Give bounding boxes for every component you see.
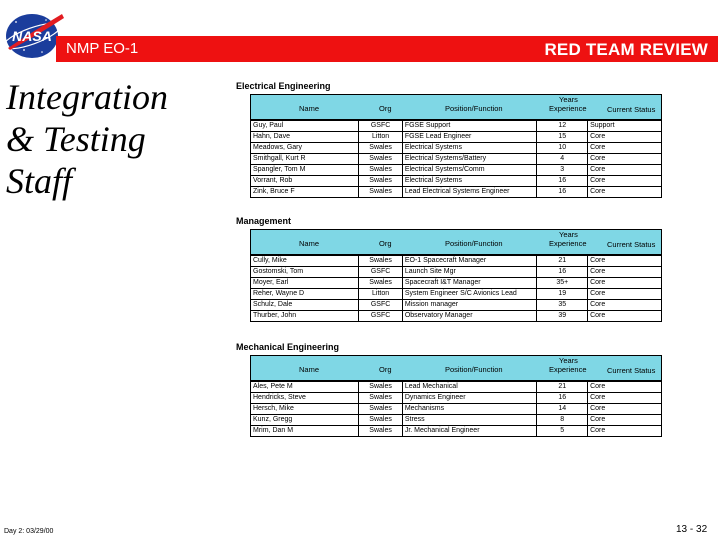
cell-years: 8 xyxy=(537,415,588,426)
cell-name: Vorrant, Rob xyxy=(251,176,359,187)
cell-org: Swales xyxy=(359,393,403,404)
title-banner xyxy=(56,36,718,62)
section-title: Mechanical Engineering xyxy=(236,342,340,352)
cell-status: Core xyxy=(588,165,662,176)
cell-org: Swales xyxy=(359,278,403,289)
cell-status: Core xyxy=(588,415,662,426)
cell-org: GSFC xyxy=(359,267,403,278)
table-row xyxy=(251,393,662,404)
cell-position: Electrical Systems/Comm xyxy=(402,165,537,176)
footer-date: Day 2: 03/29/00 xyxy=(4,528,54,535)
cell-years: 5 xyxy=(537,426,588,437)
column-header-name: Name xyxy=(299,365,320,374)
cell-org: Swales xyxy=(359,382,403,393)
cell-org: GSFC xyxy=(359,300,403,311)
table-row xyxy=(251,132,662,143)
cell-name: Schulz, Dale xyxy=(251,300,359,311)
cell-years: 4 xyxy=(537,154,588,165)
cell-name: Kunz, Gregg xyxy=(251,415,359,426)
cell-name: Reher, Wayne D xyxy=(251,289,359,300)
cell-name: Guy, Paul xyxy=(251,121,359,132)
cell-org: Litton xyxy=(359,289,403,300)
cell-org: Swales xyxy=(359,143,403,154)
cell-status: Core xyxy=(588,132,662,143)
cell-status: Core xyxy=(588,393,662,404)
cell-years: 39 xyxy=(537,311,588,322)
cell-years: 21 xyxy=(537,382,588,393)
table-row xyxy=(251,165,662,176)
cell-position: System Engineer S/C Avionics Lead xyxy=(402,289,537,300)
cell-name: Zink, Bruce F xyxy=(251,187,359,198)
cell-years: 16 xyxy=(537,393,588,404)
cell-position: Electrical Systems/Battery xyxy=(402,154,537,165)
cell-name: Hahn, Dave xyxy=(251,132,359,143)
table-row xyxy=(251,311,662,322)
cell-status: Core xyxy=(588,278,662,289)
cell-years: 12 xyxy=(537,121,588,132)
cell-name: Cully, Mike xyxy=(251,256,359,267)
column-header-experience: Experience xyxy=(549,239,587,248)
cell-name: Smithgall, Kurt R xyxy=(251,154,359,165)
cell-status: Core xyxy=(588,176,662,187)
table-row xyxy=(251,154,662,165)
cell-years: 35 xyxy=(537,300,588,311)
cell-name: Gostomski, Tom xyxy=(251,267,359,278)
cell-name: Mrim, Dan M xyxy=(251,426,359,437)
cell-position: Lead Electrical Systems Engineer xyxy=(402,187,537,198)
cell-org: GSFC xyxy=(359,121,403,132)
cell-years: 21 xyxy=(537,256,588,267)
table-row xyxy=(251,267,662,278)
cell-name: Moyer, Earl xyxy=(251,278,359,289)
page-title-line: Integration xyxy=(6,77,168,117)
cell-status: Support xyxy=(588,121,662,132)
table-row xyxy=(251,382,662,393)
page-title-line: & Testing xyxy=(6,119,146,159)
cell-status: Core xyxy=(588,256,662,267)
table-row xyxy=(251,426,662,437)
column-header-years: Years xyxy=(559,356,578,365)
table-row xyxy=(251,121,662,132)
cell-years: 19 xyxy=(537,289,588,300)
cell-status: Core xyxy=(588,382,662,393)
table-header xyxy=(250,355,662,381)
column-header-org: Org xyxy=(379,365,392,374)
cell-name: Thurber, John xyxy=(251,311,359,322)
column-header-org: Org xyxy=(379,104,392,113)
cell-status: Core xyxy=(588,404,662,415)
table-row xyxy=(251,300,662,311)
column-header-name: Name xyxy=(299,104,320,113)
cell-years: 3 xyxy=(537,165,588,176)
column-header-years: Years xyxy=(559,230,578,239)
cell-org: Swales xyxy=(359,176,403,187)
table-header xyxy=(250,229,662,255)
cell-position: Jr. Mechanical Engineer xyxy=(402,426,537,437)
cell-years: 16 xyxy=(537,267,588,278)
cell-org: Swales xyxy=(359,165,403,176)
cell-status: Core xyxy=(588,300,662,311)
mission-title: NMP EO-1 xyxy=(66,40,139,57)
column-header-status: Current Status xyxy=(607,105,656,114)
cell-years: 14 xyxy=(537,404,588,415)
section-title: Electrical Engineering xyxy=(236,81,331,91)
staff-section xyxy=(236,341,662,434)
staff-table xyxy=(250,255,662,322)
cell-position: Spacecraft I&T Manager xyxy=(402,278,537,289)
table-row xyxy=(251,176,662,187)
cell-name: Hersch, Mike xyxy=(251,404,359,415)
column-header-status: Current Status xyxy=(607,240,656,249)
page-title-line: Staff xyxy=(6,161,73,201)
cell-org: Swales xyxy=(359,415,403,426)
cell-years: 16 xyxy=(537,187,588,198)
staff-table xyxy=(250,120,662,198)
cell-org: Swales xyxy=(359,426,403,437)
cell-status: Core xyxy=(588,426,662,437)
page-number: 13 - 32 xyxy=(676,524,708,535)
table-row xyxy=(251,143,662,154)
table-row xyxy=(251,278,662,289)
column-header-name: Name xyxy=(299,239,320,248)
staff-section xyxy=(236,80,662,195)
cell-name: Meadows, Gary xyxy=(251,143,359,154)
column-header-experience: Experience xyxy=(549,365,587,374)
staff-section xyxy=(236,215,662,319)
cell-name: Ales, Pete M xyxy=(251,382,359,393)
cell-position: Electrical Systems xyxy=(402,176,537,187)
cell-org: GSFC xyxy=(359,311,403,322)
cell-org: Swales xyxy=(359,256,403,267)
cell-position: EO-1 Spacecraft Manager xyxy=(402,256,537,267)
cell-position: FGSE Support xyxy=(402,121,537,132)
column-header-position: Position/Function xyxy=(445,365,503,374)
column-header-status: Current Status xyxy=(607,366,656,375)
cell-years: 10 xyxy=(537,143,588,154)
cell-name: Spangler, Tom M xyxy=(251,165,359,176)
staff-table xyxy=(250,381,662,437)
cell-status: Core xyxy=(588,187,662,198)
cell-years: 16 xyxy=(537,176,588,187)
cell-org: Swales xyxy=(359,154,403,165)
table-row xyxy=(251,289,662,300)
review-title: RED TEAM REVIEW xyxy=(544,40,708,59)
table-row xyxy=(251,256,662,267)
cell-position: Mission manager xyxy=(402,300,537,311)
cell-org: Swales xyxy=(359,404,403,415)
table-row xyxy=(251,415,662,426)
table-row xyxy=(251,187,662,198)
column-header-position: Position/Function xyxy=(445,239,503,248)
cell-position: Dynamics Engineer xyxy=(402,393,537,404)
cell-position: Observatory Manager xyxy=(402,311,537,322)
cell-status: Core xyxy=(588,143,662,154)
cell-position: Stress xyxy=(402,415,537,426)
cell-position: Electrical Systems xyxy=(402,143,537,154)
cell-position: FGSE Lead Engineer xyxy=(402,132,537,143)
column-header-experience: Experience xyxy=(549,104,587,113)
cell-org: Litton xyxy=(359,132,403,143)
cell-status: Core xyxy=(588,311,662,322)
cell-position: Mechanisms xyxy=(402,404,537,415)
table-row xyxy=(251,404,662,415)
cell-name: Hendricks, Steve xyxy=(251,393,359,404)
cell-status: Core xyxy=(588,154,662,165)
cell-org: Swales xyxy=(359,187,403,198)
nasa-logo-text: NASA xyxy=(12,28,52,44)
cell-position: Launch Site Mgr xyxy=(402,267,537,278)
column-header-position: Position/Function xyxy=(445,104,503,113)
cell-status: Core xyxy=(588,289,662,300)
column-header-years: Years xyxy=(559,95,578,104)
column-header-org: Org xyxy=(379,239,392,248)
page-title xyxy=(6,76,206,202)
section-title: Management xyxy=(236,216,292,226)
cell-status: Core xyxy=(588,267,662,278)
cell-position: Lead Mechanical xyxy=(402,382,537,393)
table-header xyxy=(250,94,662,120)
cell-years: 15 xyxy=(537,132,588,143)
cell-years: 35+ xyxy=(537,278,588,289)
